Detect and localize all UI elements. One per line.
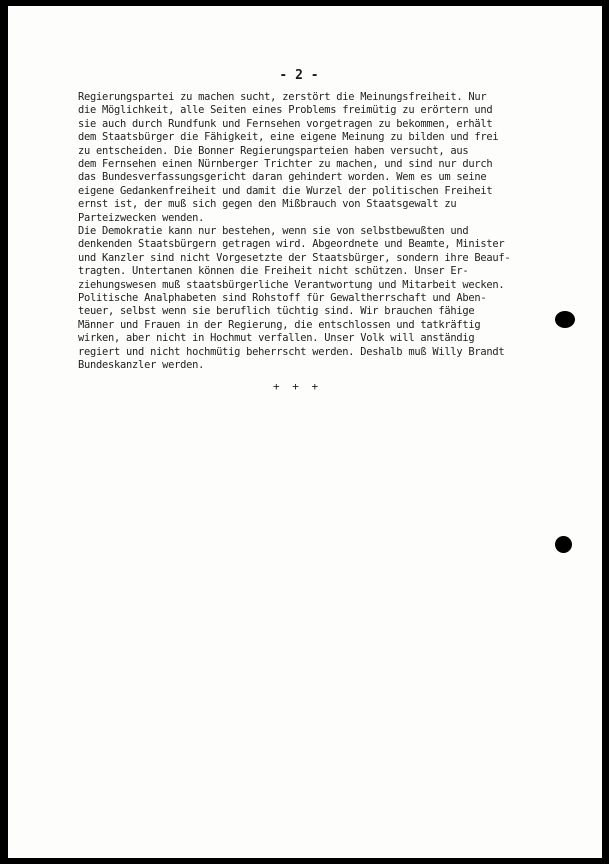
text-line: Bundeskanzler werden. <box>78 359 205 372</box>
text-line: eigene Gedankenfreiheit und damit die Wurzel der politischen Freiheit <box>78 184 493 197</box>
text-line: teuer, selbst wenn sie beruflich tüchtig sind. Wir brauchen fähige <box>78 305 475 318</box>
punch-hole <box>555 536 572 553</box>
text-line: Regierungspartei zu machen sucht, zerstört die Meinungsfreiheit. Nur <box>78 91 487 103</box>
text-line: regiert und nicht hochmütig beherrscht werden. Deshalb muß Willy Brandt <box>78 345 505 358</box>
text-line: Männer und Frauen in der Regierung, die entschlossen und tatkräftig <box>78 318 481 331</box>
text-line: das Bundesverfassungsgericht daran gehindert worden. Wem es um seine <box>78 171 487 184</box>
text-line: dem Fernsehen einen Nürnberger Trichter zu machen, und sind nur durch <box>78 158 493 171</box>
text-line: wirken, aber nicht in Hochmut verfallen. Unser Volk will anständig <box>78 332 475 345</box>
text-line: ernst ist, der muß sich gegen den Mißbrauch von Staatsgewalt zu <box>78 198 457 211</box>
text-line: und Kanzler sind nicht Vorgesetzte der Staatsbürger, sondern ihre Beauf- <box>78 251 511 264</box>
end-mark: + + + <box>273 380 322 393</box>
page-number: - 2 - <box>279 68 319 83</box>
text-line: sie auch durch Rundfunk und Fernsehen vorgetragen zu bekommen, erhält <box>78 117 493 130</box>
document-page <box>8 6 602 858</box>
text-line: Die Demokratie kann nur bestehen, wenn sie von selbstbewußten und <box>78 225 469 237</box>
text-line: ziehungswesen muß staatsbürgerliche Verantwortung und Mitarbeit wecken. <box>78 278 505 291</box>
text-line: denkenden Staatsbürgern getragen wird. Abgeordnete und Beamte, Minister <box>78 238 505 251</box>
text-line: die Möglichkeit, alle Seiten eines Problems freimütig zu erörtern und <box>78 104 493 117</box>
paragraph-2 <box>78 225 578 372</box>
paragraph-1 <box>78 91 578 225</box>
text-line: Parteizwecken wenden. <box>78 211 205 224</box>
text-line: zu entscheiden. Die Bonner Regierungsparteien haben versucht, aus <box>78 144 469 157</box>
text-line: dem Staatsbürger die Fähigkeit, eine eigene Meinung zu bilden und frei <box>78 131 499 144</box>
text-line: tragten. Untertanen können die Freiheit nicht schützen. Unser Er- <box>78 265 469 278</box>
punch-hole <box>555 311 575 328</box>
text-line: Politische Analphabeten sind Rohstoff für Gewaltherrschaft und Aben- <box>78 292 487 305</box>
